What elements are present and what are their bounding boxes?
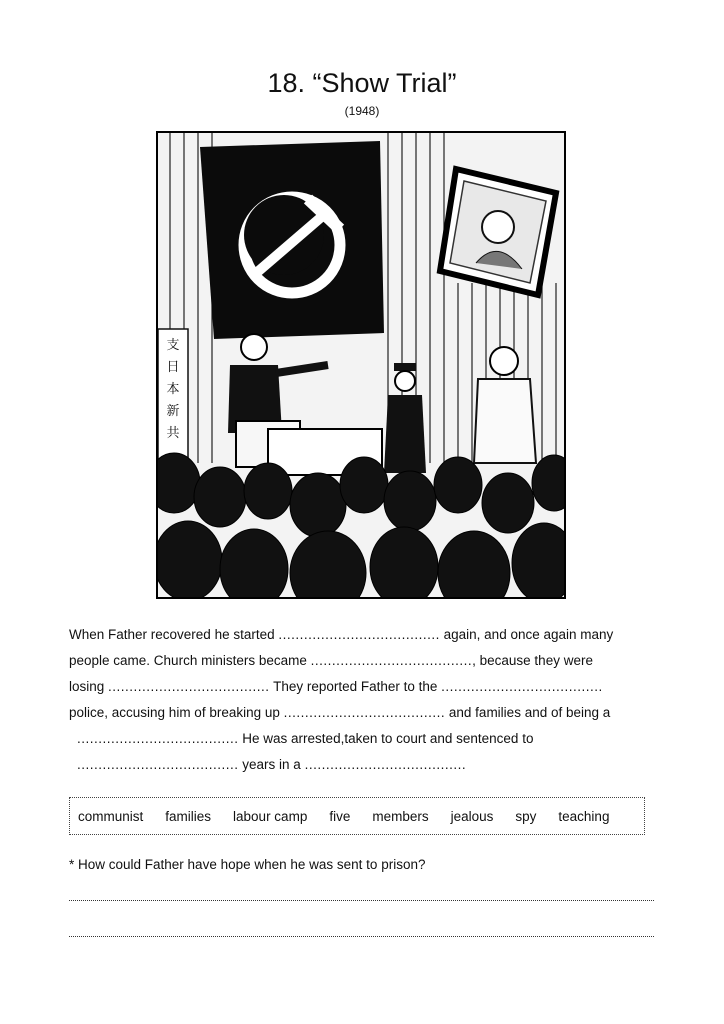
word-bank-item: teaching	[558, 808, 610, 824]
fill-in-paragraph	[69, 622, 659, 778]
word-bank-item: labour camp	[233, 808, 308, 824]
page-title: 18. “Show Trial”	[267, 68, 457, 98]
svg-text:新: 新	[166, 404, 180, 419]
blank-2: ......................................	[310, 653, 473, 668]
word-bank-item: communist	[78, 808, 144, 824]
blank-5: ......................................	[283, 705, 446, 720]
word-bank-item: jealous	[450, 808, 494, 824]
paragraph-line-3: losing ...................................... They reported Father to the ......................................	[69, 679, 603, 694]
paragraph-line-1: When Father recovered he started ...................................... again, and once again many	[69, 627, 614, 642]
word-bank-item: members	[372, 808, 429, 824]
portrait-frame	[440, 169, 556, 295]
communist-banner	[200, 141, 384, 339]
answer-line-2[interactable]	[69, 936, 654, 937]
show-trial-illustration	[156, 131, 566, 599]
paragraph-line-5: ...................................... He was arrested,taken to court and sentenced to	[77, 731, 534, 746]
word-bank-item: spy	[515, 808, 537, 824]
svg-text:日: 日	[166, 360, 180, 375]
blank-4: ......................................	[441, 679, 603, 694]
word-bank-item: families	[165, 808, 212, 824]
blank-6: ......................................	[77, 731, 239, 746]
svg-text:本: 本	[166, 382, 180, 397]
side-poster	[158, 329, 188, 463]
svg-text:支: 支	[166, 338, 180, 353]
word-bank-item: five	[329, 808, 351, 824]
answer-line-1[interactable]	[69, 900, 654, 901]
reflection-question: * How could Father have hope when he was sent to prison?	[69, 857, 426, 872]
blank-3: ......................................	[108, 679, 270, 694]
blank-8: ......................................	[304, 757, 467, 772]
word-bank	[69, 797, 645, 835]
paragraph-line-2: people came. Church ministers became ......................................, because they were	[69, 653, 593, 668]
year-subtitle: (1948)	[344, 104, 380, 118]
blank-7: ......................................	[77, 757, 239, 772]
svg-text:共: 共	[166, 426, 180, 441]
blank-1: ......................................	[278, 627, 440, 642]
paragraph-line-6: ...................................... years in a ......................................	[77, 757, 467, 772]
paragraph-line-4: police, accusing him of breaking up ...................................... and families and of being a	[69, 705, 611, 720]
